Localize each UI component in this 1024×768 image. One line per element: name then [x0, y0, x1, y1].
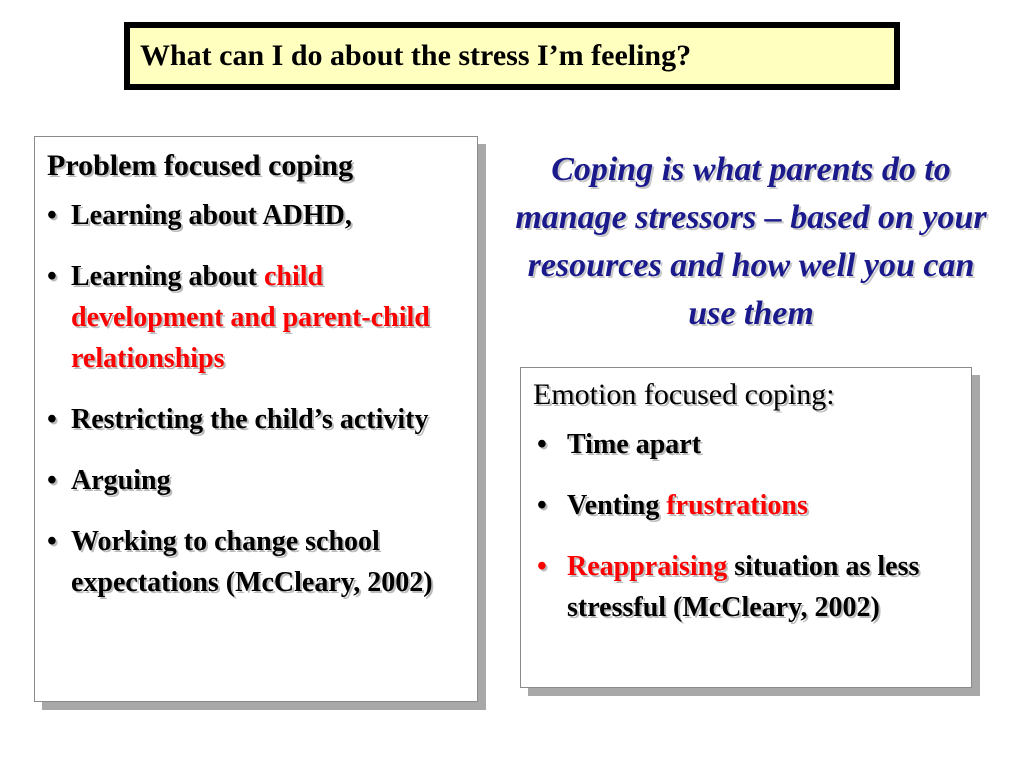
bullet-text: Arguing — [71, 465, 171, 496]
bullet-text-highlight: child development and parent-child relationships — [71, 261, 430, 374]
bullet-text-highlight: Reappraising — [567, 551, 728, 582]
problem-focused-card — [34, 136, 478, 702]
bullet-dot-icon: • — [537, 490, 547, 521]
bullet-text: Learning about — [71, 261, 264, 292]
bullet-text: Restricting the child’s activity — [71, 404, 429, 435]
bullet-dot-icon: • — [537, 429, 547, 460]
bullet-dot-icon: • — [537, 551, 547, 582]
list-item — [47, 460, 467, 501]
bullet-dot-icon: • — [47, 200, 57, 231]
problem-focused-heading: Problem focused coping — [47, 149, 354, 182]
emotion-focused-heading: Emotion focused coping: — [533, 378, 835, 411]
bullet-dot-icon: • — [47, 526, 57, 557]
bullet-text-highlight: frustrations — [666, 490, 808, 521]
bullet-dot-icon: • — [47, 261, 57, 292]
coping-definition-quote: Coping is what parents do to manage stressors – based on your resources and how well you can use them — [515, 151, 987, 332]
list-item — [533, 485, 961, 526]
list-item — [47, 399, 467, 440]
title-box — [124, 22, 900, 90]
emotion-focused-card — [520, 367, 972, 688]
list-item — [47, 256, 467, 379]
list-item — [533, 546, 961, 628]
bullet-text: Working to change school expectations (McCleary, 2002) — [71, 526, 433, 598]
bullet-text: Learning about ADHD, — [71, 200, 352, 231]
bullet-dot-icon: • — [47, 404, 57, 435]
slide-title: What can I do about the stress I’m feeling? — [130, 28, 894, 84]
bullet-text: Venting — [567, 490, 667, 521]
problem-focused-list — [47, 195, 467, 603]
list-item — [533, 424, 961, 465]
bullet-text: situation as less stressful (McCleary, 2002) — [567, 551, 920, 623]
emotion-focused-list — [533, 424, 961, 628]
bullet-text: Time apart — [567, 429, 702, 460]
list-item — [47, 195, 467, 236]
list-item — [47, 521, 467, 603]
bullet-dot-icon: • — [47, 465, 57, 496]
